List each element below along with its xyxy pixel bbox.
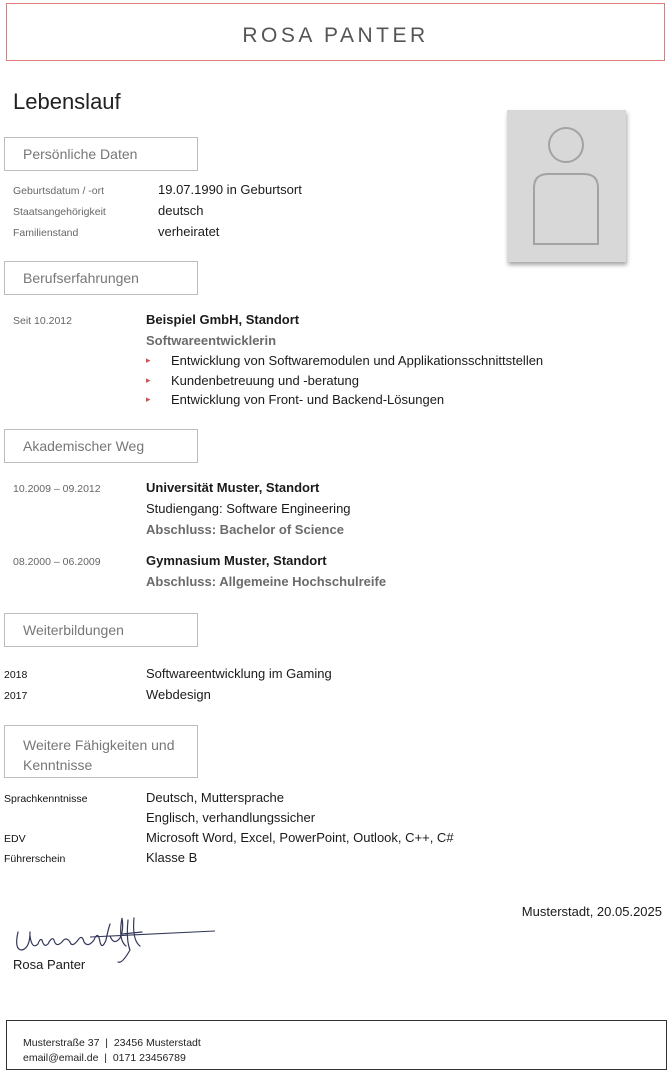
academic-school: Universität Muster, Standort	[146, 480, 320, 495]
academic-date: 10.2009 – 09.2012	[13, 483, 101, 495]
section-heading-academic: Akademischer Weg	[4, 429, 198, 463]
personal-value: 19.07.1990 in Geburtsort	[158, 182, 302, 197]
academic-degree: Abschluss: Bachelor of Science	[146, 522, 344, 537]
bullet-icon: ▸	[146, 355, 151, 365]
signature-name: Rosa Panter	[13, 957, 86, 972]
training-title: Softwareentwicklung im Gaming	[146, 666, 332, 681]
personal-label: Staatsangehörigkeit	[13, 206, 106, 218]
experience-date: Seit 10.2012	[13, 315, 72, 327]
header-name: ROSA PANTER	[242, 24, 429, 47]
personal-label: Familienstand	[13, 227, 79, 239]
place-date: Musterstadt, 20.05.2025	[521, 904, 662, 919]
experience-role: Softwareentwicklerin	[146, 333, 277, 348]
personal-value: verheiratet	[158, 224, 220, 239]
person-icon	[507, 110, 626, 262]
document-title: Lebenslauf	[13, 89, 121, 114]
experience-bullet: Entwicklung von Softwaremodulen und Applikationsschnittstellen	[171, 353, 544, 368]
footer-contact: email@email.de | 0171 23456789	[23, 1052, 186, 1064]
training-year: 2018	[4, 669, 28, 681]
skill-label: Führerschein	[4, 853, 66, 865]
training-year: 2017	[4, 690, 28, 702]
footer-address: Musterstraße 37 | 23456 Musterstadt	[23, 1037, 201, 1049]
academic-degree: Abschluss: Allgemeine Hochschulreife	[146, 574, 387, 589]
training-title: Webdesign	[146, 687, 211, 702]
academic-detail: Studiengang: Software Engineering	[146, 501, 351, 516]
section-heading-skills	[4, 725, 198, 778]
experience-company: Beispiel GmbH, Standort	[146, 312, 300, 327]
personal-label: Geburtsdatum / -ort	[13, 185, 105, 197]
section-heading-personal: Persönliche Daten	[4, 137, 198, 171]
skill-value: Klasse B	[146, 850, 198, 865]
section-heading-training: Weiterbildungen	[4, 613, 198, 647]
personal-value: deutsch	[158, 203, 204, 218]
academic-school: Gymnasium Muster, Standort	[146, 553, 327, 568]
skill-value: Deutsch, Muttersprache	[146, 790, 285, 805]
skill-value: Microsoft Word, Excel, PowerPoint, Outlook, C++, C#	[146, 830, 454, 845]
section-heading-experience: Berufserfahrungen	[4, 261, 198, 295]
skill-label: EDV	[4, 833, 26, 845]
academic-date: 08.2000 – 06.2009	[13, 556, 101, 568]
bullet-icon: ▸	[146, 375, 151, 385]
experience-bullet: Kundenbetreuung und -beratung	[171, 373, 359, 388]
profile-photo-placeholder	[507, 110, 626, 262]
bullet-icon: ▸	[146, 394, 151, 404]
section-heading-skills-line: Weitere Fähigkeiten und	[23, 737, 175, 753]
skill-value: Englisch, verhandlungssicher	[146, 810, 316, 825]
section-heading-skills-line: Kenntnisse	[23, 757, 93, 773]
experience-bullet: Entwicklung von Front- und Backend-Lösungen	[171, 392, 445, 407]
skill-label: Sprachkenntnisse	[4, 793, 88, 805]
